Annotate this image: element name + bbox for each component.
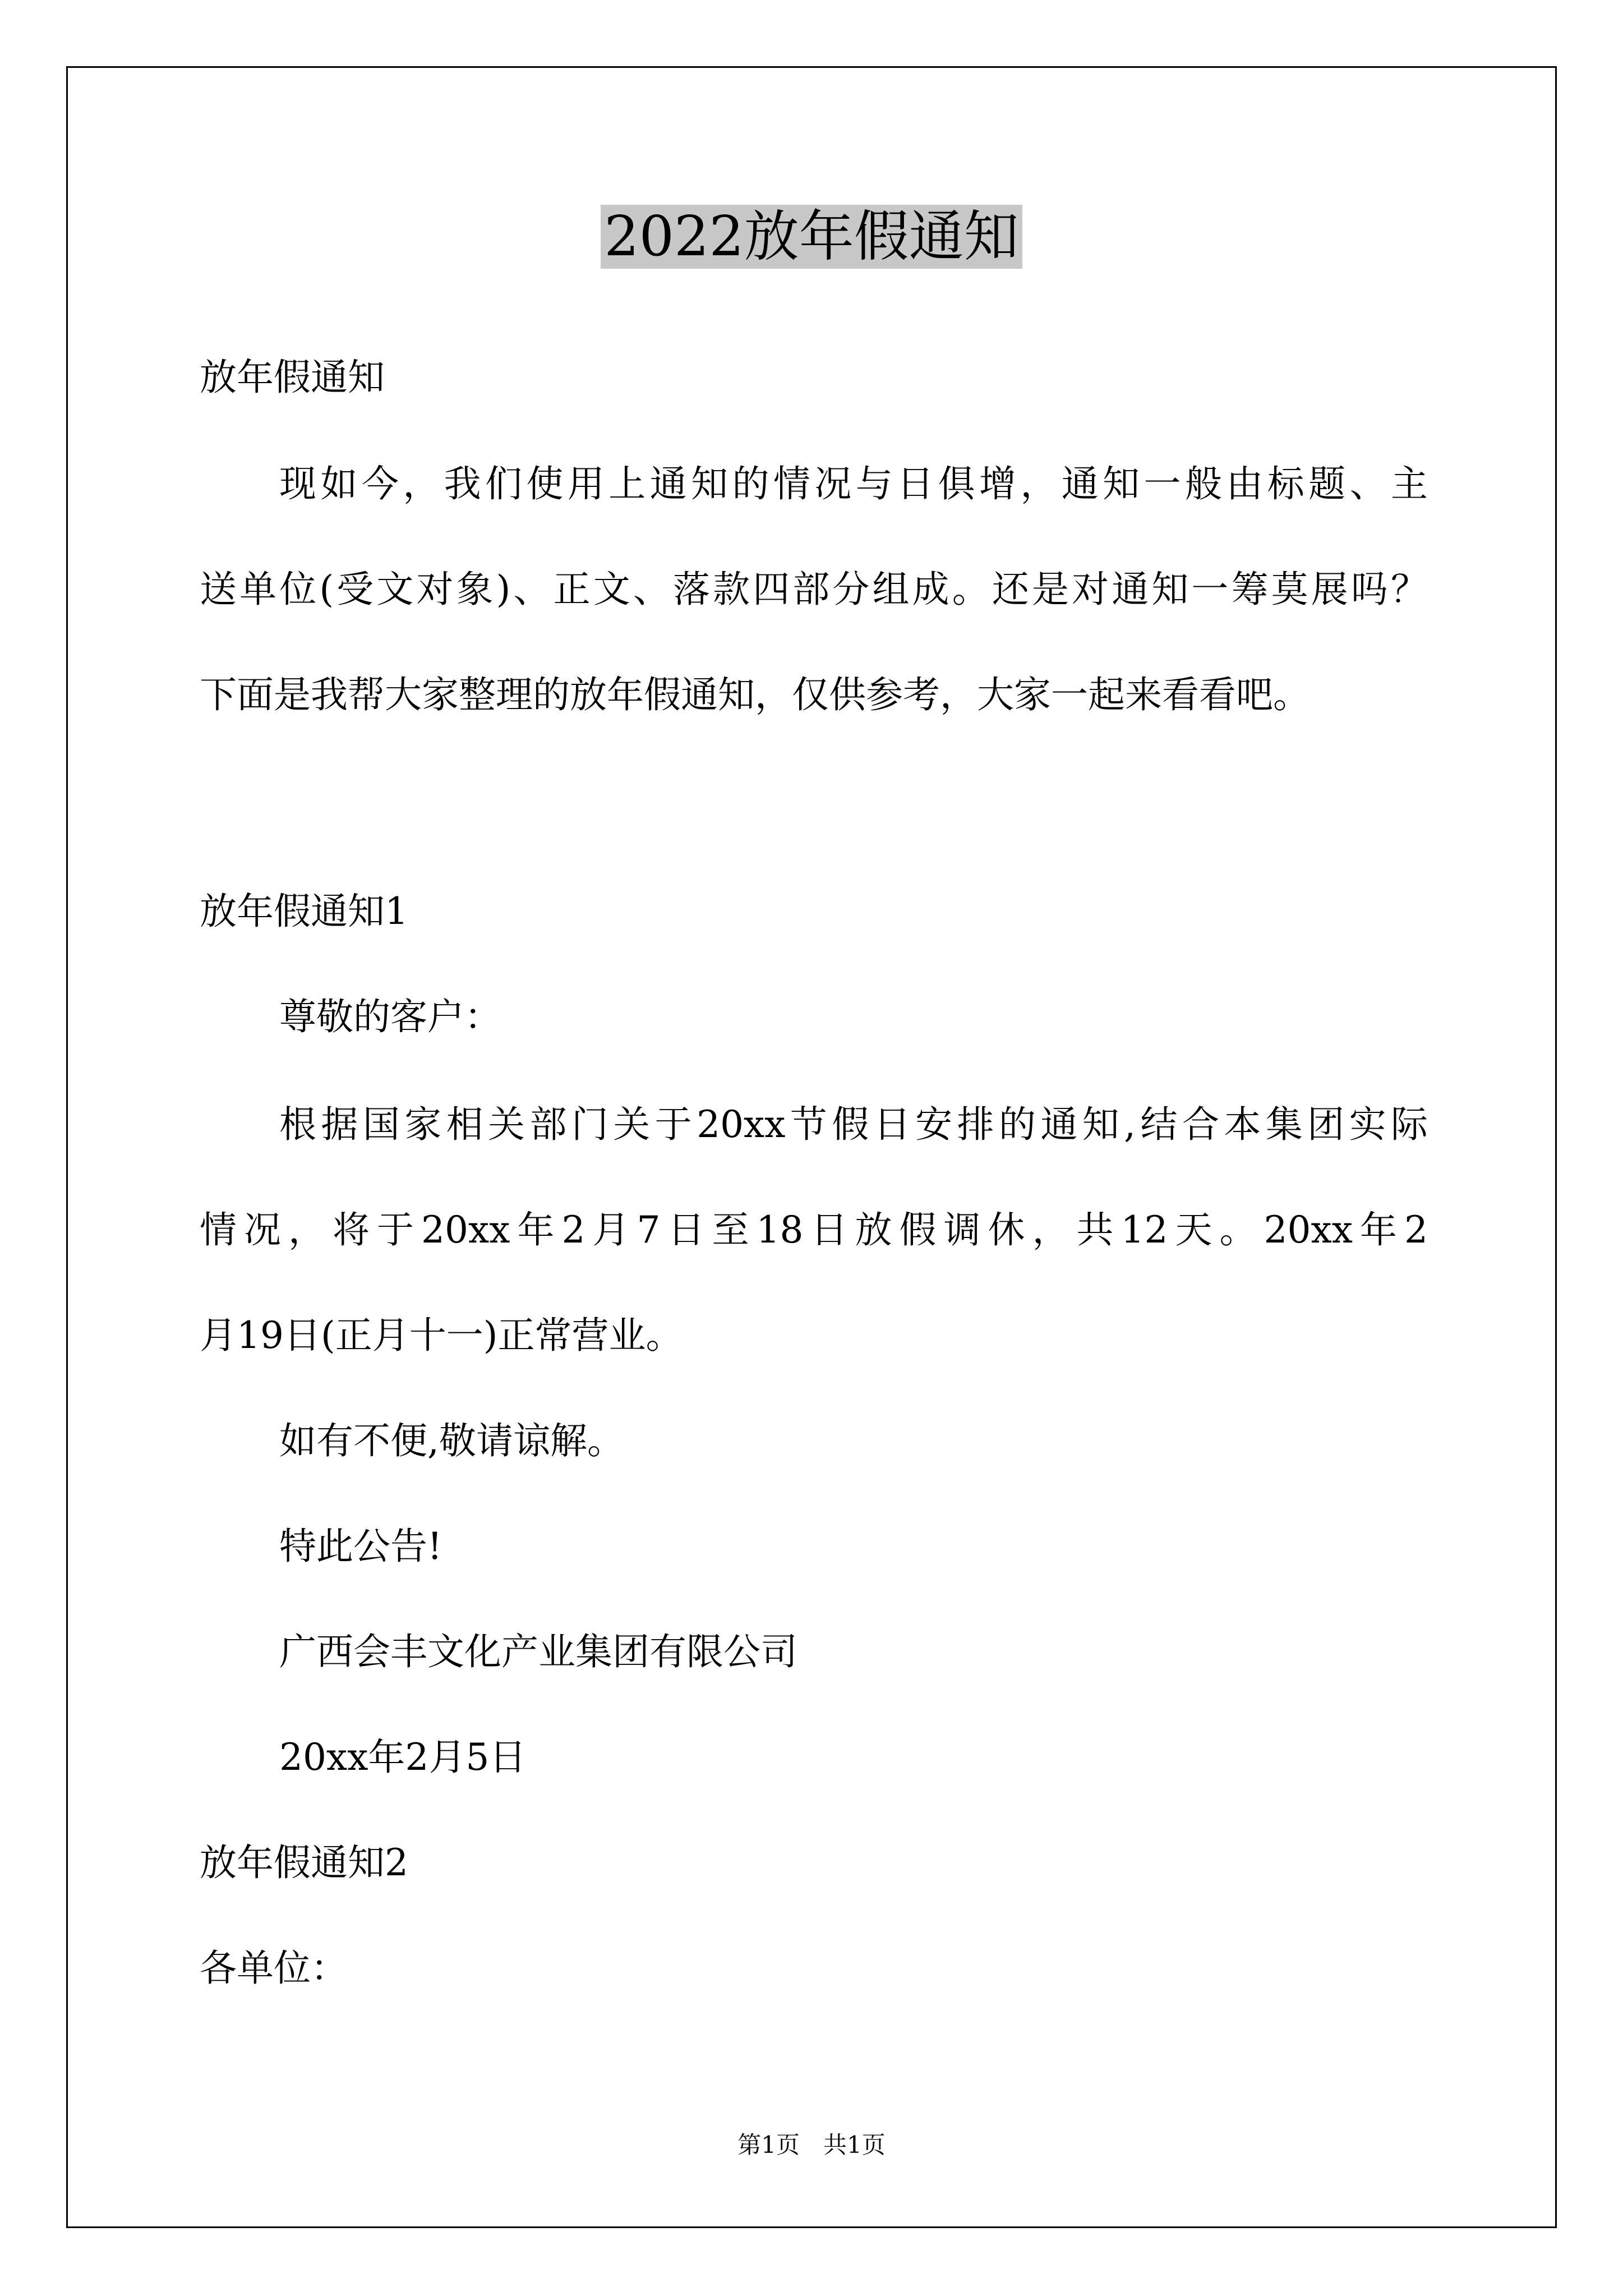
notice1-apology: 如有不便,敬请谅解。 (279, 1419, 624, 1462)
notice1-company: 广西会丰文化产业集团有限公司 (279, 1630, 797, 1673)
document-title (0, 197, 1623, 276)
intro-line-3: 下面是我帮大家整理的放年假通知，仅供参考，大家一起来看看吧。 (200, 673, 1310, 716)
section-heading: 放年假通知 (200, 356, 385, 399)
intro-line-1: 现如今，我们使用上通知的情况与日俱增，通知一般由标题、主 (279, 462, 1428, 505)
document-title-text: 2022放年假通知 (601, 205, 1022, 269)
intro-line-2: 送单位(受文对象)、正文、落款四部分组成。还是对通知一筹莫展吗？ (200, 568, 1428, 611)
notice1-body-line-1: 根据国家相关部门关于20xx节假日安排的通知,结合本集团实际 (279, 1103, 1428, 1146)
notice1-body-line-2: 情况，将于20xx年2月7日至18日放假调休，共12天。20xx年2 (200, 1208, 1428, 1251)
notice1-closing: 特此公告! (279, 1525, 442, 1568)
page-footer: 第1页 共1页 (737, 2131, 886, 2159)
notice2-salutation: 各单位： (200, 1947, 348, 1990)
notice1-heading: 放年假通知1 (200, 890, 408, 933)
notice1-date: 20xx年2月5日 (279, 1736, 527, 1779)
notice1-salutation: 尊敬的客户： (279, 995, 501, 1038)
notice2-heading: 放年假通知2 (200, 1841, 408, 1884)
notice1-body-line-3: 月19日(正月十一)正常营业。 (200, 1314, 683, 1357)
